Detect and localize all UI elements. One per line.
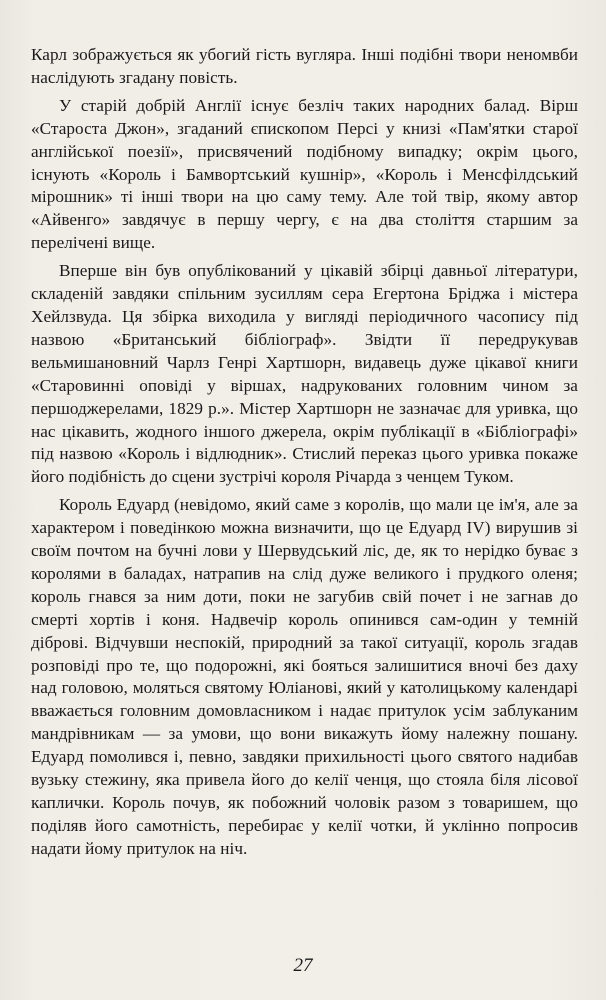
paragraph-3: Вперше він був опублікований у цікавій збірці давньої літератури, складеній завдяки спільним зусиллям сера Егертона Бріджа і містера Хейлзвуда. Ця збірка виходила у вигляді періодичного часопису під назвою «Британський бібліограф». Звідти її передрукував вельмишановний Чарлз Генрі Хартшорн, видавець дуже цікавої книги «Старовинні оповіді у віршах, надрукованих головним чином за першоджерелами, 1829 р.». Містер Хартшорн не зазначає для уривка, що нас цікавить, жодного іншого джерела, окрім публікації в «Бібліографі» під назвою «Король і відлюдник». Стислий переказ цього уривка покаже його подібність до сцени зустрічі короля Річарда з ченцем Туком. xyxy=(31,261,578,487)
body-text xyxy=(31,44,578,861)
paragraph-2: У старій добрій Англії існує безліч таких народних балад. Вірш «Староста Джон», згаданий єпископом Персі у книзі «Пам'ятки старої англійської поезії», присвячений подібному випадку; окрім цього, існують «Король і Бамвортський кушнір», «Король і Менсфілдський мірошник» ті інші твори на цю саму тему. Але той твір, якому автор «Айвенго» завдячує в першу чергу, є на два століття старшим за перелічені вище. xyxy=(31,95,578,253)
paragraph-4: Король Едуард (невідомо, який саме з королів, що мали це ім'я, але за характером і поведінкою можна визначити, що це Едуард IV) вирушив зі своїм почтом на бучні лови у Шервудський ліс, де, як то нерідко буває з королями в баладах, натрапив на слід дуже великого і прудкого оленя; король гнався за ним доти, поки не загубив свій почет і не загнав до смерті хортів і коня. Надвечір король опинився сам-один у темній діброві. Відчувши неспокій, природний за такої ситуації, король згадав розповіді про те, що подорожні, які бояться залишитися вночі без даху над головою, моляться святому Юліанові, який у католицькому календарі вважається головним домовласником і надає притулок усім заблуканим мандрівникам — за умови, що вони викажуть йому належну пошану. Едуард помолився і, певно, завдяки прихильності цього святого надибав вузьку стежину, яка привела його до келії ченця, що стояла біля лісової каплички. Король почув, як побожний чоловік разом з товаришем, що поділяв його самотність, перебирає у келії чотки, й уклінно попросив надати йому притулок на ніч. xyxy=(31,495,578,858)
page-number: 27 xyxy=(293,955,313,976)
paragraph-1: Карл зображується як убогий гість вугляра. Інші подібні твори неномвби наслідують згадану повість. xyxy=(31,45,578,87)
